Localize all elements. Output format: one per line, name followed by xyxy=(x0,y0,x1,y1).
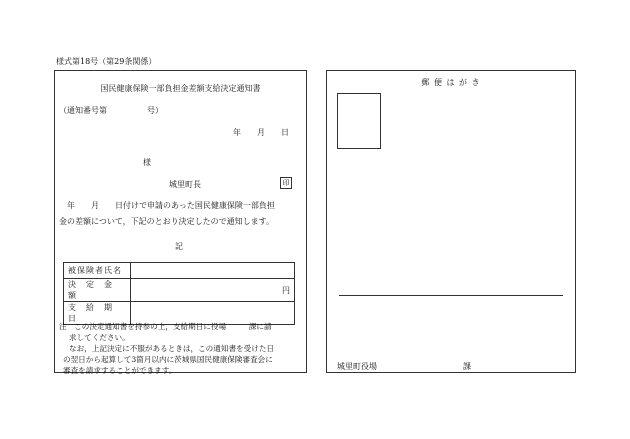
body-line2: 金の差額について，下記のとおり決定したので通知します。 xyxy=(59,217,275,226)
postcard-title: 郵 便 は が き xyxy=(421,78,481,87)
table-row xyxy=(64,279,295,302)
row-label-date: 支 給 期 日 xyxy=(64,302,131,325)
note-line1: 注 この決定通知書を持参の上，支給期日に役場 課に請 xyxy=(59,322,272,331)
seal-text: 印 xyxy=(282,179,290,187)
note-line4: の翌日から起算して3箇月以内に茨城県国民健康保険審査会に xyxy=(63,355,273,364)
body-line1: 年 月 日付けで申請のあった国民健康保険一部負担 xyxy=(67,201,275,210)
seal-box xyxy=(280,177,292,189)
notice-number: （通知番号第 号） xyxy=(59,106,163,115)
address-line xyxy=(339,295,563,296)
notice-panel xyxy=(54,70,307,373)
row-value-amount[interactable] xyxy=(131,279,295,302)
postcard-panel xyxy=(326,70,576,373)
note-line3: なお，上記決定に不服があるときは，この通知書を受けた日 xyxy=(69,344,275,353)
form-label: 様式第18号（第29条関係） xyxy=(56,57,157,66)
row-value-name[interactable] xyxy=(131,263,295,279)
decision-table xyxy=(63,262,295,325)
stamp-area xyxy=(337,93,381,149)
issuer-name: 城里町長 xyxy=(169,180,201,189)
notice-date: 年 月 日 xyxy=(233,128,289,137)
note-line5: 審査を請求することができます。 xyxy=(63,366,177,375)
table-row xyxy=(64,263,295,279)
recipient-suffix: 様 xyxy=(143,158,151,167)
postcard-office: 城里町役場 xyxy=(337,362,377,371)
note-line2: 求してください。 xyxy=(69,333,130,342)
row-label-amount: 決 定 金 額 xyxy=(64,279,131,302)
ki-heading: 記 xyxy=(175,242,183,251)
postcard-ka: 課 xyxy=(463,362,471,371)
yen-unit: 円 xyxy=(282,285,290,295)
notice-title: 国民健康保険一部負担金差額支給決定通知書 xyxy=(100,84,261,93)
row-label-name: 被保険者氏名 xyxy=(64,263,131,279)
